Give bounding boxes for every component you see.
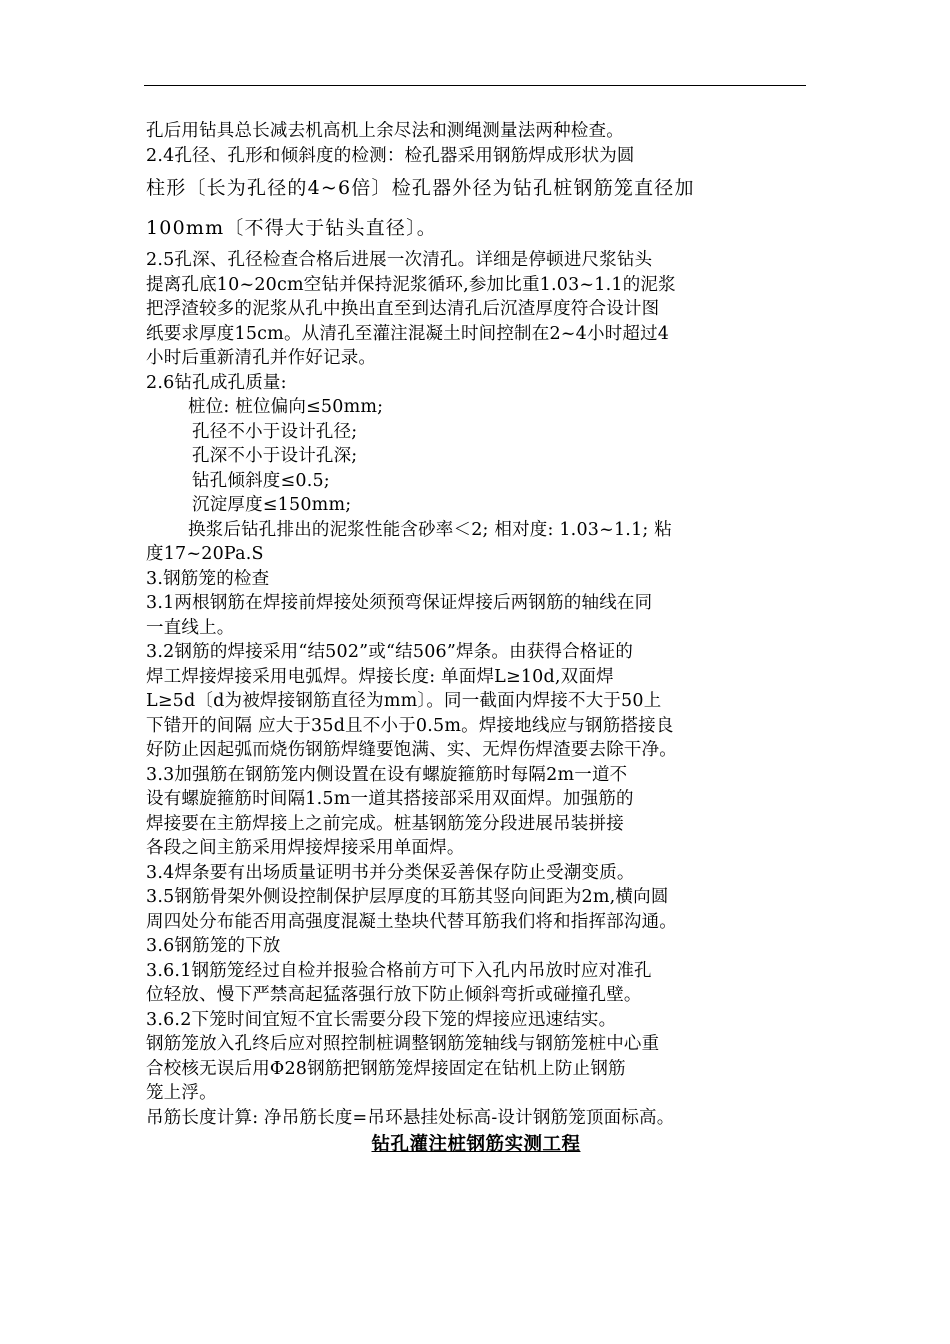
text-line: 3.4焊条要有出场质量证明书并分类保妥善保存防止受潮变质。 [146,862,635,883]
text-line: 合校核无误后用Φ28钢筋把钢筋笼焊接固定在钻机上防止钢筋 [146,1058,626,1079]
document-body [146,119,806,1160]
text-line: 2.5孔深、孔径检查合格后进展一次清孔。详细是停顿进尺浆钻头 [146,250,653,270]
text-line: 焊接要在主筋焊接上之前完成。桩基钢筋笼分段进展吊装拼接 [146,813,624,834]
text-line: 周四处分布能否用高强度混凝土垫块代替耳筋我们将和指挥部沟通。 [146,911,677,932]
text-line: 2.6钻孔成孔质量: [146,372,287,393]
header-rule [144,85,806,86]
text-line: 3.6.1钢筋笼经过自检并报验合格前方可下入孔内吊放时应对准孔 [146,960,652,981]
text-line: 纸要求厚度15cm。从清孔至灌注混凝土时间控制在2~4小时超过4 [146,323,670,344]
text-line: 3.6.2下笼时间宜短不宜长需要分段下笼的焊接应迅速结实。 [146,1009,617,1030]
text-line: 度17~20Pa.S [146,544,264,564]
text-line: 钢筋笼放入孔终后应对照控制桩调整钢筋笼轴线与钢筋笼桩中心重 [146,1034,660,1054]
text-line: 焊工焊接焊接采用电弧焊。焊接长度: 单面焊L≥10d,双面焊 [146,666,614,687]
text-line: 提离孔底10~20cm空钻并保持泥浆循环,参加比重1.03~1.1的泥浆 [146,274,676,295]
text-line: 桩位: 桩位偏向≤50mm; [188,397,384,417]
text-line: 设有螺旋箍筋时间隔1.5m一道其搭接部采用双面焊。加强筋的 [146,789,634,809]
text-line: 笼上浮。 [146,1083,217,1103]
text-line: 孔深不小于设计孔深; [192,446,358,466]
text-line: 孔后用钻具总长减去机高机上余尽法和测绳测量法两种检查。 [146,121,624,141]
text-line: L≥5d〔d为被焊接钢筋直径为mm〕。同一截面内焊接不大于50上 [146,691,662,711]
text-line: 3.钢筋笼的检查 [146,568,270,589]
text-line: 各段之间主筋采用焊接焊接采用单面焊。 [146,838,465,858]
text-line: 吊筋长度计算: 净吊筋长度=吊环悬挂处标高-设计钢筋笼顶面标高。 [146,1107,675,1128]
text-line: 3.1两根钢筋在焊接前焊接处须预弯保证焊接后两钢筋的轴线在同 [146,593,653,613]
text-line: 位轻放、慢下严禁高起猛落强行放下防止倾斜弯折或碰撞孔壁。 [146,985,642,1005]
text-line: 3.6钢筋笼的下放 [146,936,281,956]
section-title: 钻孔灌注桩钢筋实测工程 [371,1134,581,1155]
text-line: 沉淀厚度≤150mm; [192,495,352,515]
text-line: 3.2钢筋的焊接采用“结502”或“结506”焊条。由获得合格证的 [146,642,634,662]
text-line: 钻孔倾斜度≤0.5; [192,470,330,491]
text-line: 换浆后钻孔排出的泥浆性能含砂率＜2; 相对度: 1.03~1.1; 粘 [188,519,672,540]
text-line: 一直线上。 [146,617,235,638]
text-line: 柱形〔长为孔径的4~6倍〕检孔器外径为钻孔桩钢筋笼直径加 [146,177,695,199]
text-line: 把浮渣较多的泥浆从孔中换出直至到达清孔后沉渣厚度符合设计图 [146,299,660,319]
text-line: 好防止因起弧而烧伤钢筋焊缝要饱满、实、无焊伤焊渣要去除干净。 [146,740,677,760]
text-line: 3.5钢筋骨架外侧设控制保护层厚度的耳筋其竖向间距为2m,横向圆 [146,887,669,907]
text-line: 3.3加强筋在钢筋笼内侧设置在设有螺旋箍筋时每隔2m一道不 [146,764,628,785]
text-line: 孔径不小于设计孔径; [192,421,358,442]
text-line: 2.4孔径、孔形和倾斜度的检测：检孔器采用钢筋焊成形状为圆 [146,145,635,166]
text-line: 100mm〔不得大于钻头直径〕。 [146,217,437,239]
text-line: 小时后重新清孔并作好记录。 [146,348,377,368]
text-line: 下错开的间隔 应大于35d且不小于0.5m。焊接地线应与钢筋搭接良 [146,715,674,736]
